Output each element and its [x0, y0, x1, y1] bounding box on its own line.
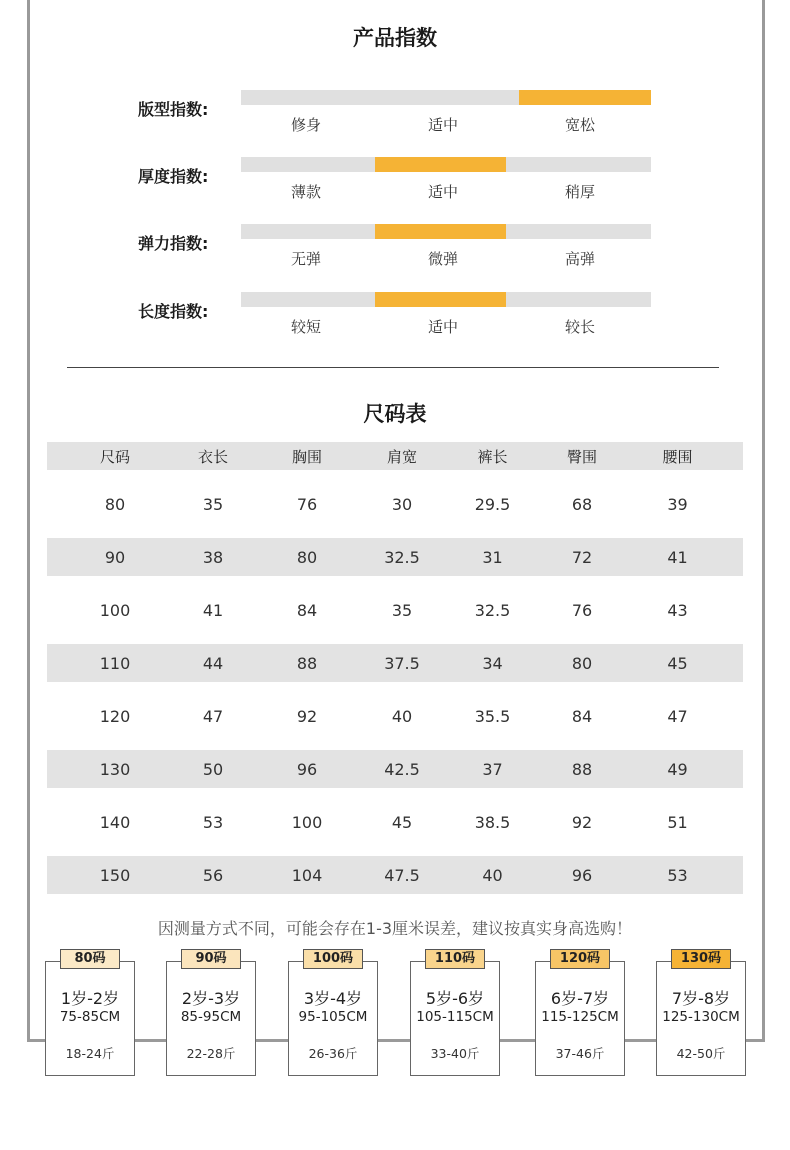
card-age: 7岁-8岁: [671, 989, 731, 1008]
table-cell: 76: [296, 494, 318, 514]
table-cell: 76: [571, 600, 593, 620]
table-cell: 35: [202, 494, 224, 514]
table-cell: 35.5: [474, 706, 511, 726]
size-card: [410, 951, 500, 1076]
table-cell: 34: [433, 644, 552, 682]
size-card: [45, 951, 135, 1076]
table-cell: 37.5: [371, 644, 433, 682]
table-spacer: [47, 523, 743, 538]
table-row: [47, 697, 743, 735]
table-cell: 45: [612, 644, 743, 682]
size-badge: 100码: [303, 949, 363, 969]
table-cell: 100: [291, 812, 323, 832]
table-spacer: [47, 788, 743, 803]
table-header-cell: 尺码: [47, 442, 183, 470]
table-cell: 32.5: [474, 600, 511, 620]
table-cell: 47: [202, 706, 224, 726]
card-age: 6岁-7岁: [550, 989, 610, 1008]
size-badge: 90码: [181, 949, 241, 969]
table-spacer: [47, 841, 743, 856]
index-bar: [241, 90, 651, 105]
table-cell: 47.5: [371, 856, 433, 894]
card-age: 5岁-6岁: [425, 989, 485, 1008]
size-card: [288, 951, 378, 1076]
card-age: 2岁-3岁: [181, 989, 241, 1008]
index-option: 修身: [290, 116, 321, 134]
index-option: 稍厚: [564, 183, 595, 201]
table-cell: 40: [433, 856, 552, 894]
index-bar: [241, 292, 651, 307]
table-cell: 150: [47, 856, 183, 894]
table-cell: 39: [667, 494, 688, 514]
index-option: 适中: [427, 183, 458, 201]
table-cell: 96: [243, 750, 371, 788]
table-cell: 31: [433, 538, 552, 576]
size-card: [535, 951, 625, 1076]
table-spacer: [47, 629, 743, 644]
table-cell: 41: [202, 600, 224, 620]
table-cell: 80: [104, 494, 126, 514]
card-weight: 22-28斤: [186, 1046, 236, 1061]
section-divider: [67, 367, 719, 368]
table-row: [47, 856, 743, 894]
table-cell: 38: [183, 538, 243, 576]
table-cell: 32.5: [371, 538, 433, 576]
table-cell: 84: [296, 600, 318, 620]
table-cell: 80: [243, 538, 371, 576]
index-label: 厚度指数:: [138, 167, 209, 186]
index-bar-highlight: [375, 157, 506, 172]
size-chart-title: 尺码表: [363, 402, 427, 426]
table-cell: 40: [391, 706, 413, 726]
table-row: [47, 750, 743, 788]
index-label: 长度指数:: [138, 302, 209, 321]
index-bar: [241, 224, 651, 239]
table-cell: 49: [612, 750, 743, 788]
table-cell: 88: [552, 750, 612, 788]
table-row: [47, 803, 743, 841]
table-cell: 42.5: [371, 750, 433, 788]
product-index-title: 产品指数: [353, 26, 437, 50]
table-cell: 47: [667, 706, 688, 726]
table-cell: 53: [612, 856, 743, 894]
table-cell: 92: [296, 706, 318, 726]
size-badge: 110码: [425, 949, 485, 969]
table-cell: 44: [183, 644, 243, 682]
table-cell: 80: [552, 644, 612, 682]
card-weight: 37-46斤: [555, 1046, 605, 1061]
table-cell: 43: [667, 600, 688, 620]
index-option: 高弹: [564, 250, 595, 268]
index-option: 较长: [564, 318, 595, 336]
card-height: 115-125CM: [541, 1009, 619, 1025]
table-cell: 90: [47, 538, 183, 576]
table-header-cell: 衣长: [183, 442, 243, 470]
table-header-cell: 胸围: [243, 442, 371, 470]
table-cell: 120: [99, 706, 131, 726]
card-height: 105-115CM: [416, 1009, 494, 1025]
card-height: 85-95CM: [180, 1009, 242, 1025]
table-cell: 140: [99, 812, 131, 832]
table-cell: 37: [433, 750, 552, 788]
card-age: 3岁-4岁: [303, 989, 363, 1008]
index-option: 宽松: [564, 116, 595, 134]
card-weight: 33-40斤: [430, 1046, 480, 1061]
table-header-row: [47, 442, 743, 470]
index-option: 适中: [427, 318, 458, 336]
index-label: 版型指数:: [138, 100, 209, 119]
size-badge: 120码: [550, 949, 610, 969]
table-cell: 130: [47, 750, 183, 788]
table-spacer: [47, 735, 743, 750]
table-spacer: [47, 682, 743, 697]
size-badge: 80码: [60, 949, 120, 969]
card-age: 1岁-2岁: [60, 989, 120, 1008]
table-row: [47, 591, 743, 629]
table-header-cell: 肩宽: [371, 442, 433, 470]
table-cell: 45: [391, 812, 413, 832]
table-cell: 53: [202, 812, 224, 832]
index-option: 薄款: [290, 183, 321, 201]
table-cell: 84: [571, 706, 593, 726]
table-row: [47, 644, 743, 682]
card-height: 125-130CM: [662, 1009, 740, 1025]
index-option: 较短: [290, 318, 321, 336]
table-cell: 92: [571, 812, 593, 832]
table-spacer: [47, 470, 743, 485]
table-cell: 110: [47, 644, 183, 682]
table-cell: 41: [612, 538, 743, 576]
table-cell: 100: [99, 600, 131, 620]
card-height: 95-105CM: [298, 1009, 368, 1025]
table-cell: 30: [391, 494, 413, 514]
table-cell: 96: [552, 856, 612, 894]
table-row: [47, 485, 743, 523]
table-cell: 56: [183, 856, 243, 894]
index-option: 无弹: [290, 250, 321, 268]
card-weight: 18-24斤: [65, 1046, 115, 1061]
table-spacer: [47, 576, 743, 591]
table-cell: 72: [552, 538, 612, 576]
index-option: 微弹: [427, 250, 458, 268]
size-table: [47, 442, 743, 894]
table-cell: 51: [667, 812, 688, 832]
table-cell: 29.5: [474, 494, 511, 514]
size-card: [166, 951, 256, 1076]
index-option: 适中: [427, 116, 458, 134]
index-bar-highlight: [375, 224, 506, 239]
index-label: 弹力指数:: [138, 234, 209, 253]
table-cell: 35: [391, 600, 413, 620]
measurement-note: 因测量方式不同，可能会存在1-3厘米误差，建议按真实身高选购！: [157, 919, 633, 938]
table-header-cell: 腰围: [612, 442, 743, 470]
table-header-cell: 臀围: [552, 442, 612, 470]
table-cell: 88: [243, 644, 371, 682]
table-cell: 68: [571, 494, 593, 514]
card-weight: 26-36斤: [308, 1046, 358, 1061]
card-weight: 42-50斤: [676, 1046, 726, 1061]
table-header-cell: 裤长: [433, 442, 552, 470]
index-bar-highlight: [519, 90, 651, 105]
table-cell: 104: [243, 856, 371, 894]
index-bar: [241, 157, 651, 172]
table-row: [47, 538, 743, 576]
table-cell: 38.5: [474, 812, 511, 832]
table-cell: 50: [183, 750, 243, 788]
index-bar-highlight: [375, 292, 506, 307]
size-badge: 130码: [671, 949, 731, 969]
size-card: [656, 951, 746, 1076]
card-height: 75-85CM: [59, 1009, 121, 1025]
